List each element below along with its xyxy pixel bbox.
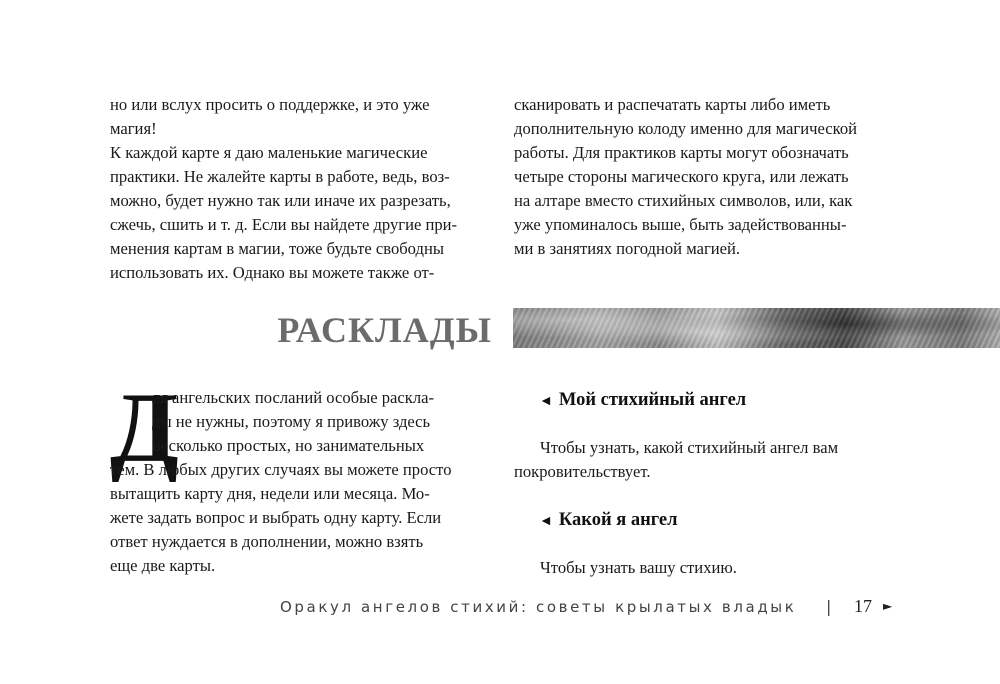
spread-description: Чтобы узнать вашу стихию. [540,558,737,577]
spread-title-text: Мой стихийный ангел [558,390,747,410]
decorative-texture-band [513,308,1000,348]
intro-line-2: ды не нужны, поэтому я привожу здесь [152,412,431,431]
intro-paragraph [110,386,491,578]
intro-rest: тем. В любых других случаях вы можете просто вытащить карту дня, недели или месяца. Мо- жете задать вопрос и выбрать одну карту. Если ответ нуждается в дополнении, можно взять еще две карты. [110,460,452,575]
footer-separator: | [826,597,832,616]
spread-heading [539,507,678,535]
left-column-top-text: но или вслух просить о поддержке, и это уже магия! К каждой карте я даю маленькие магические практики. Не жалейте карты в работе, ведь, воз- можно, будет нужно так или иначе их разрезать, сжечь, сшить и т. д. Если вы найдете другие при- менения картам в магии, тоже будьте свободны использовать их. Однако вы можете также от- [110,95,458,282]
right-column-top-text: сканировать и распечатать карты либо иметь дополнительную колоду именно для магической работы. Для практиков карты могут обозначать четыре стороны магического круга, или лежать на алтаре вместо стихийных символов, или, как уже упоминалось выше, быть задействованны- ми в занятиях погодной магией. [514,95,857,258]
running-footer-title: Оракул ангелов стихий: советы крылатых владык [280,598,797,616]
intro-line-3: несколько простых, но занимательных [152,436,425,455]
page-number: 17 [854,596,872,616]
drop-cap: Д [110,372,179,483]
left-arrow-icon: ◄ [539,514,553,529]
section-title: РАСКЛАДЫ [277,310,492,350]
right-triangle-icon: ► [883,599,893,613]
left-arrow-icon: ◄ [539,394,553,409]
intro-line-1: ля ангельских посланий особые раскла- [152,388,434,407]
spread-title-text: Какой я ангел [558,510,678,530]
spread-description: Чтобы узнать, какой стихийный ангел вам покровительствует. [514,438,839,481]
page-footer [280,596,900,624]
spread-heading [539,387,746,415]
